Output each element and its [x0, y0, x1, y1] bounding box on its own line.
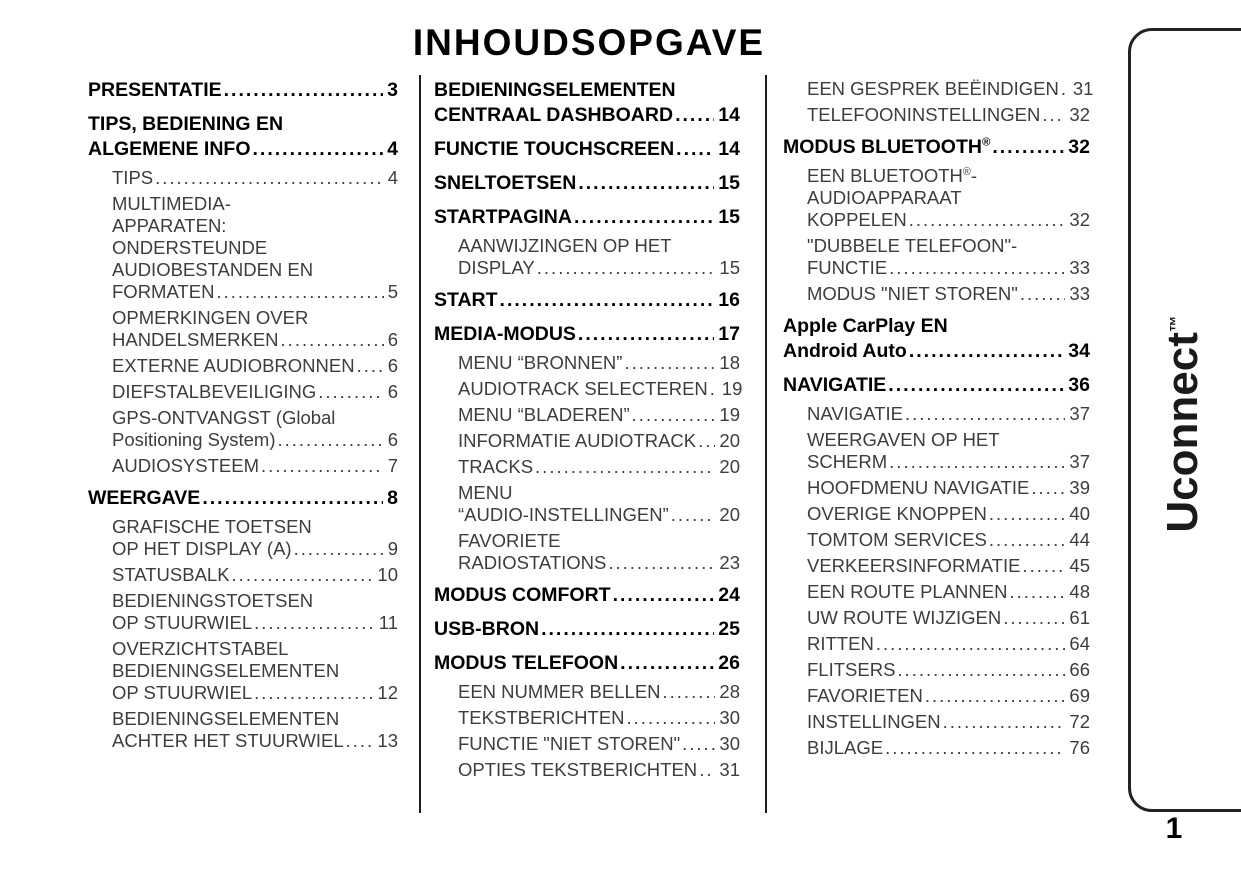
toc-page-number: 19 — [719, 404, 740, 425]
dot-leader — [613, 583, 715, 608]
toc-entry-text: EEN BLUETOOTH®- — [807, 165, 977, 186]
dot-leader — [608, 552, 715, 574]
toc-page-number: 39 — [1069, 477, 1090, 498]
toc-entry-text: NAVIGATIE — [783, 374, 887, 396]
toc-entry-text: BEDIENINGSELEMENTEN — [112, 660, 340, 681]
toc-page-number: 69 — [1069, 685, 1090, 706]
dot-leader — [897, 659, 1065, 681]
toc-entry-text: FUNCTIE — [807, 257, 888, 278]
toc-entry-text: WEERGAVE — [88, 487, 201, 509]
toc-entry-text: SNELTOETSEN — [434, 172, 577, 194]
toc-page-number: 14 — [718, 104, 740, 126]
toc-entry-text: FLITSERS — [807, 659, 896, 680]
toc-page-number: 34 — [1068, 340, 1090, 362]
dot-leader — [676, 137, 714, 162]
toc-page-number: 28 — [719, 681, 740, 702]
toc-entry — [434, 733, 740, 755]
dot-leader — [357, 355, 384, 377]
toc-entry — [783, 477, 1090, 499]
toc-page-number: 6 — [387, 429, 398, 450]
toc-entry — [88, 78, 398, 103]
toc-entry-text: TIPS — [112, 167, 154, 188]
toc-entry — [88, 708, 398, 752]
toc-page-number: 32 — [1069, 104, 1090, 125]
toc-entry-text: HANDELSMERKEN — [112, 329, 279, 350]
toc-entry — [88, 486, 398, 511]
toc-entry-text: HOOFDMENU NAVIGATIE — [807, 477, 1030, 498]
toc-entry-text: “AUDIO-INSTELLINGEN” — [458, 504, 669, 525]
dot-leader — [675, 103, 714, 128]
dot-leader — [624, 352, 715, 374]
toc-entry-text: OP STUURWIEL — [112, 682, 253, 703]
toc-page-number: 44 — [1069, 529, 1090, 550]
toc-page-number: 6 — [387, 381, 398, 402]
dot-leader — [989, 529, 1066, 551]
dot-leader — [535, 456, 715, 478]
toc-entry-text: SCHERM — [807, 451, 888, 472]
toc-entry-text: NAVIGATIE — [807, 403, 903, 424]
dot-leader — [224, 78, 384, 103]
toc-entry-text: GRAFISCHE TOETSEN — [112, 516, 312, 537]
toc-entry — [434, 707, 740, 729]
toc-entry-text: OPTIES TEKSTBERICHTEN — [458, 759, 698, 780]
toc-entry-text: UW ROUTE WIJZIGEN — [807, 607, 1002, 628]
toc-entry — [434, 456, 740, 478]
dot-leader — [578, 171, 714, 196]
toc-entry — [783, 659, 1090, 681]
toc-page-number: 48 — [1069, 581, 1090, 602]
toc-page-number: 23 — [719, 552, 740, 573]
toc-entry-text: Apple CarPlay EN — [783, 315, 948, 337]
dot-leader — [698, 430, 715, 452]
column-divider — [765, 75, 767, 813]
toc-entry — [88, 355, 398, 377]
toc-entry-text: EEN GESPREK BEËINDIGEN — [807, 78, 1059, 99]
toc-entry-text: AUDIOTRACK SELECTEREN — [458, 378, 708, 399]
toc-entry-text: AUDIOBESTANDEN EN — [112, 259, 314, 280]
toc-page-number: 45 — [1069, 555, 1090, 576]
toc-page-number: 26 — [718, 652, 740, 674]
toc-page-number: 20 — [719, 504, 740, 525]
toc-entry — [88, 407, 398, 451]
toc-entry-text: ALGEMENE INFO — [88, 138, 251, 160]
toc-entry-text: TIPS, BEDIENING EN — [88, 113, 284, 135]
toc-entry-text: AUDIOSYSTEEM — [112, 455, 259, 476]
toc-entry — [783, 135, 1090, 160]
toc-page-number: 11 — [378, 612, 398, 633]
toc-page-number: 76 — [1069, 737, 1090, 758]
toc-page-number: 6 — [387, 329, 398, 350]
page-title: INHOUDSOPGAVE — [412, 22, 766, 63]
toc-page-number: 15 — [718, 206, 740, 228]
toc-entry — [434, 352, 740, 374]
toc-entry-text: "DUBBELE TELEFOON"- — [807, 235, 1018, 256]
toc-entry — [434, 235, 740, 279]
toc-entry — [434, 404, 740, 426]
toc-entry — [783, 685, 1090, 707]
toc-entry-text: MODUS BLUETOOTH® — [783, 136, 991, 158]
toc-entry-text: TOMTOM SERVICES — [807, 529, 987, 550]
dot-leader — [1003, 607, 1065, 629]
toc-page-number: 32 — [1068, 136, 1090, 158]
toc-entry — [783, 529, 1090, 551]
toc-page-number: 5 — [387, 281, 398, 302]
toc-entry-text: STATUSBALK — [112, 564, 230, 585]
toc-entry-text: FORMATEN — [112, 281, 215, 302]
toc-entry-text: BEDIENINGSTOETSEN — [112, 590, 314, 611]
toc-entry-text: WEERGAVEN OP HET — [807, 429, 1000, 450]
toc-page-number: 30 — [719, 733, 740, 754]
toc-entry — [783, 607, 1090, 629]
dot-leader — [889, 451, 1065, 473]
dot-leader — [909, 339, 1064, 364]
toc-entry — [783, 165, 1090, 231]
toc-entry-text: INSTELLINGEN — [807, 711, 941, 732]
toc-entry — [88, 455, 398, 477]
toc-entry-text: USB-BRON — [434, 618, 540, 640]
toc-entry-text: OP STUURWIEL — [112, 612, 253, 633]
toc-entry-text: OVERZICHTSTABEL — [112, 638, 289, 659]
dot-leader — [885, 737, 1065, 759]
toc-column-2 — [434, 78, 743, 785]
toc-page-number: 64 — [1069, 633, 1090, 654]
toc-page-number: 25 — [718, 618, 740, 640]
toc-entry — [434, 617, 740, 642]
toc-entry — [88, 564, 398, 586]
toc-entry-text: TELEFOONINSTELLINGEN — [807, 104, 1041, 125]
dot-leader — [500, 288, 715, 313]
dot-leader — [682, 733, 715, 755]
dot-leader — [620, 651, 714, 676]
toc-entry-text: MEDIA-MODUS — [434, 323, 576, 345]
dot-leader — [253, 137, 384, 162]
dot-leader — [1061, 78, 1069, 100]
dot-leader — [202, 486, 383, 511]
toc-entry-text: MULTIMEDIA- — [112, 193, 231, 214]
toc-entry — [434, 430, 740, 452]
dot-leader — [232, 564, 374, 586]
brand-name: Uconnect — [1158, 332, 1207, 533]
toc-entry — [783, 78, 1094, 100]
toc-page-number: 33 — [1069, 257, 1090, 278]
toc-page-number: 9 — [387, 538, 398, 559]
toc-page-number: 17 — [718, 323, 740, 345]
toc-entry-text: VERKEERSINFORMATIE — [807, 555, 1021, 576]
toc-page-number: 4 — [387, 138, 398, 160]
brand-logo — [1158, 315, 1208, 532]
dot-leader — [925, 685, 1066, 707]
toc-entry — [434, 482, 740, 526]
toc-page-number: 33 — [1069, 283, 1090, 304]
toc-page-number: 37 — [1069, 403, 1090, 424]
column-divider — [419, 75, 421, 813]
toc-page-number: 8 — [387, 487, 398, 509]
toc-page-number: 10 — [377, 564, 398, 585]
toc-column-3 — [783, 78, 1094, 763]
dot-leader — [699, 759, 715, 781]
toc-page-number: 12 — [377, 682, 398, 703]
toc-page-number: 66 — [1069, 659, 1090, 680]
toc-entry — [783, 633, 1090, 655]
toc-page-number: 16 — [718, 289, 740, 311]
toc-page-number: 31 — [719, 759, 740, 780]
dot-leader — [888, 373, 1064, 398]
toc-entry — [88, 307, 398, 351]
toc-column-1 — [88, 78, 398, 756]
toc-entry — [434, 759, 740, 781]
toc-entry-text: EEN ROUTE PLANNEN — [807, 581, 1008, 602]
dot-leader — [992, 135, 1064, 160]
toc-page-number: 14 — [718, 138, 740, 160]
toc-entry-text: OVERIGE KNOPPEN — [807, 503, 987, 524]
toc-page-number: 30 — [719, 707, 740, 728]
toc-entry — [434, 530, 740, 574]
toc-entry-text: OP HET DISPLAY (A) — [112, 538, 292, 559]
toc-page-number: 19 — [721, 378, 743, 399]
toc-entry-text: RADIOSTATIONS — [458, 552, 607, 573]
toc-entry — [783, 104, 1090, 126]
toc-page-number: 31 — [1072, 78, 1094, 99]
toc-page-number: 15 — [718, 172, 740, 194]
dot-leader — [627, 707, 716, 729]
dot-leader — [1022, 555, 1065, 577]
toc-page-number: 37 — [1069, 451, 1090, 472]
toc-entry-text: Android Auto — [783, 340, 907, 362]
toc-entry-text: MODUS "NIET STOREN" — [807, 283, 1018, 304]
dot-leader — [1020, 283, 1066, 305]
toc-entry — [783, 737, 1090, 759]
toc-entry-text: MODUS TELEFOON — [434, 652, 619, 674]
toc-page-number: 20 — [719, 456, 740, 477]
toc-entry-text: TEKSTBERICHTEN — [458, 707, 625, 728]
toc-entry — [88, 193, 398, 303]
dot-leader — [254, 682, 373, 704]
toc-entry — [434, 78, 740, 128]
toc-entry — [434, 171, 740, 196]
toc-page-number: 6 — [387, 355, 398, 376]
toc-entry — [783, 283, 1090, 305]
toc-page-number: 61 — [1069, 607, 1090, 628]
dot-leader — [346, 730, 374, 752]
toc-entry-text: DISPLAY — [458, 257, 535, 278]
toc-entry-text: CENTRAAL DASHBOARD — [434, 104, 674, 126]
dot-leader — [277, 429, 383, 451]
toc-entry-text: AUDIOAPPARAAT — [807, 187, 962, 208]
toc-entry-text: ACHTER HET STUURWIEL — [112, 730, 344, 751]
toc-entry — [434, 205, 740, 230]
toc-entry — [783, 555, 1090, 577]
dot-leader — [909, 209, 1066, 231]
dot-leader — [155, 167, 384, 189]
dot-leader — [905, 403, 1065, 425]
toc-page-number: 32 — [1069, 209, 1090, 230]
page-number: 1 — [1165, 812, 1183, 845]
dot-leader — [632, 404, 716, 426]
toc-entry — [434, 378, 743, 400]
toc-entry-text: AANWIJZINGEN OP HET — [458, 235, 672, 256]
toc-entry-text: MENU “BRONNEN” — [458, 352, 623, 373]
toc-entry — [783, 581, 1090, 603]
toc-entry-text: FAVORIETEN — [807, 685, 923, 706]
dot-leader — [216, 281, 383, 303]
dot-leader — [578, 322, 714, 347]
dot-leader — [261, 455, 384, 477]
toc-entry-text: INFORMATIE AUDIOTRACK — [458, 430, 697, 451]
toc-entry-text: Positioning System) — [112, 429, 276, 450]
toc-entry-text: OPMERKINGEN OVER — [112, 307, 309, 328]
toc-entry-text: EEN NUMMER BELLEN — [458, 681, 661, 702]
toc-entry — [783, 373, 1090, 398]
dot-leader — [1009, 581, 1065, 603]
toc-entry — [88, 167, 398, 189]
toc-entry-text: ONDERSTEUNDE — [112, 237, 268, 258]
trademark-symbol: ™ — [1166, 315, 1186, 333]
toc-entry — [783, 314, 1090, 364]
dot-leader — [876, 633, 1066, 655]
toc-entry-text: MODUS COMFORT — [434, 584, 611, 606]
toc-entry — [88, 381, 398, 403]
toc-entry — [783, 403, 1090, 425]
toc-page-number: 40 — [1069, 503, 1090, 524]
dot-leader — [574, 205, 714, 230]
toc-entry — [783, 235, 1090, 279]
toc-entry-text: MENU — [458, 482, 513, 503]
dot-leader — [318, 381, 383, 403]
toc-entry-text: FUNCTIE "NIET STOREN" — [458, 733, 681, 754]
toc-page-number: 18 — [719, 352, 740, 373]
toc-entry — [783, 429, 1090, 473]
dot-leader — [537, 257, 716, 279]
toc-page-number: 20 — [719, 430, 740, 451]
toc-page-number: 36 — [1068, 374, 1090, 396]
toc-entry-text: FAVORIETE — [458, 530, 561, 551]
dot-leader — [294, 538, 384, 560]
toc-entry — [434, 651, 740, 676]
dot-leader — [889, 257, 1065, 279]
dot-leader — [943, 711, 1066, 733]
dot-leader — [1042, 104, 1065, 126]
toc-entry — [88, 590, 398, 634]
toc-entry-text: RITTEN — [807, 633, 874, 654]
toc-entry-text: EXTERNE AUDIOBRONNEN — [112, 355, 355, 376]
toc-page-number: 72 — [1069, 711, 1090, 732]
dot-leader — [281, 329, 384, 351]
toc-page-number: 7 — [387, 455, 398, 476]
toc-entry-text: START — [434, 289, 498, 311]
dot-leader — [1031, 477, 1065, 499]
dot-leader — [663, 681, 716, 703]
toc-entry-text: DIEFSTALBEVEILIGING — [112, 381, 317, 402]
dot-leader — [254, 612, 375, 634]
toc-entry-text: KOPPELEN — [807, 209, 907, 230]
toc-entry — [88, 516, 398, 560]
toc-entry — [88, 112, 398, 162]
toc-entry-text: PRESENTATIE — [88, 79, 222, 101]
toc-entry-text: TRACKS — [458, 456, 534, 477]
toc-page-number: 15 — [719, 257, 740, 278]
toc-entry-text: MENU “BLADEREN” — [458, 404, 630, 425]
toc-page-number: 4 — [387, 167, 398, 188]
toc-entry-text: BIJLAGE — [807, 737, 884, 758]
toc-entry — [783, 503, 1090, 525]
toc-entry — [434, 583, 740, 608]
toc-page-number: 24 — [718, 584, 740, 606]
toc-entry — [434, 288, 740, 313]
toc-entry-text: BEDIENINGSELEMENTEN — [112, 708, 340, 729]
toc-page-number: 3 — [387, 79, 398, 101]
toc-entry-text: BEDIENINGSELEMENTEN — [434, 79, 676, 101]
toc-entry — [783, 711, 1090, 733]
toc-entry — [434, 681, 740, 703]
toc-entry-text: FUNCTIE TOUCHSCREEN — [434, 138, 675, 160]
toc-entry-text: APPARATEN: — [112, 215, 227, 236]
toc-page-number: 13 — [377, 730, 398, 751]
toc-entry-text: STARTPAGINA — [434, 206, 572, 228]
toc-entry-text: GPS-ONTVANGST (Global — [112, 407, 336, 428]
toc-entry — [434, 137, 740, 162]
toc-entry — [434, 322, 740, 347]
dot-leader — [710, 378, 718, 400]
toc-entry — [88, 638, 398, 704]
dot-leader — [541, 617, 714, 642]
dot-leader — [671, 504, 716, 526]
dot-leader — [989, 503, 1066, 525]
